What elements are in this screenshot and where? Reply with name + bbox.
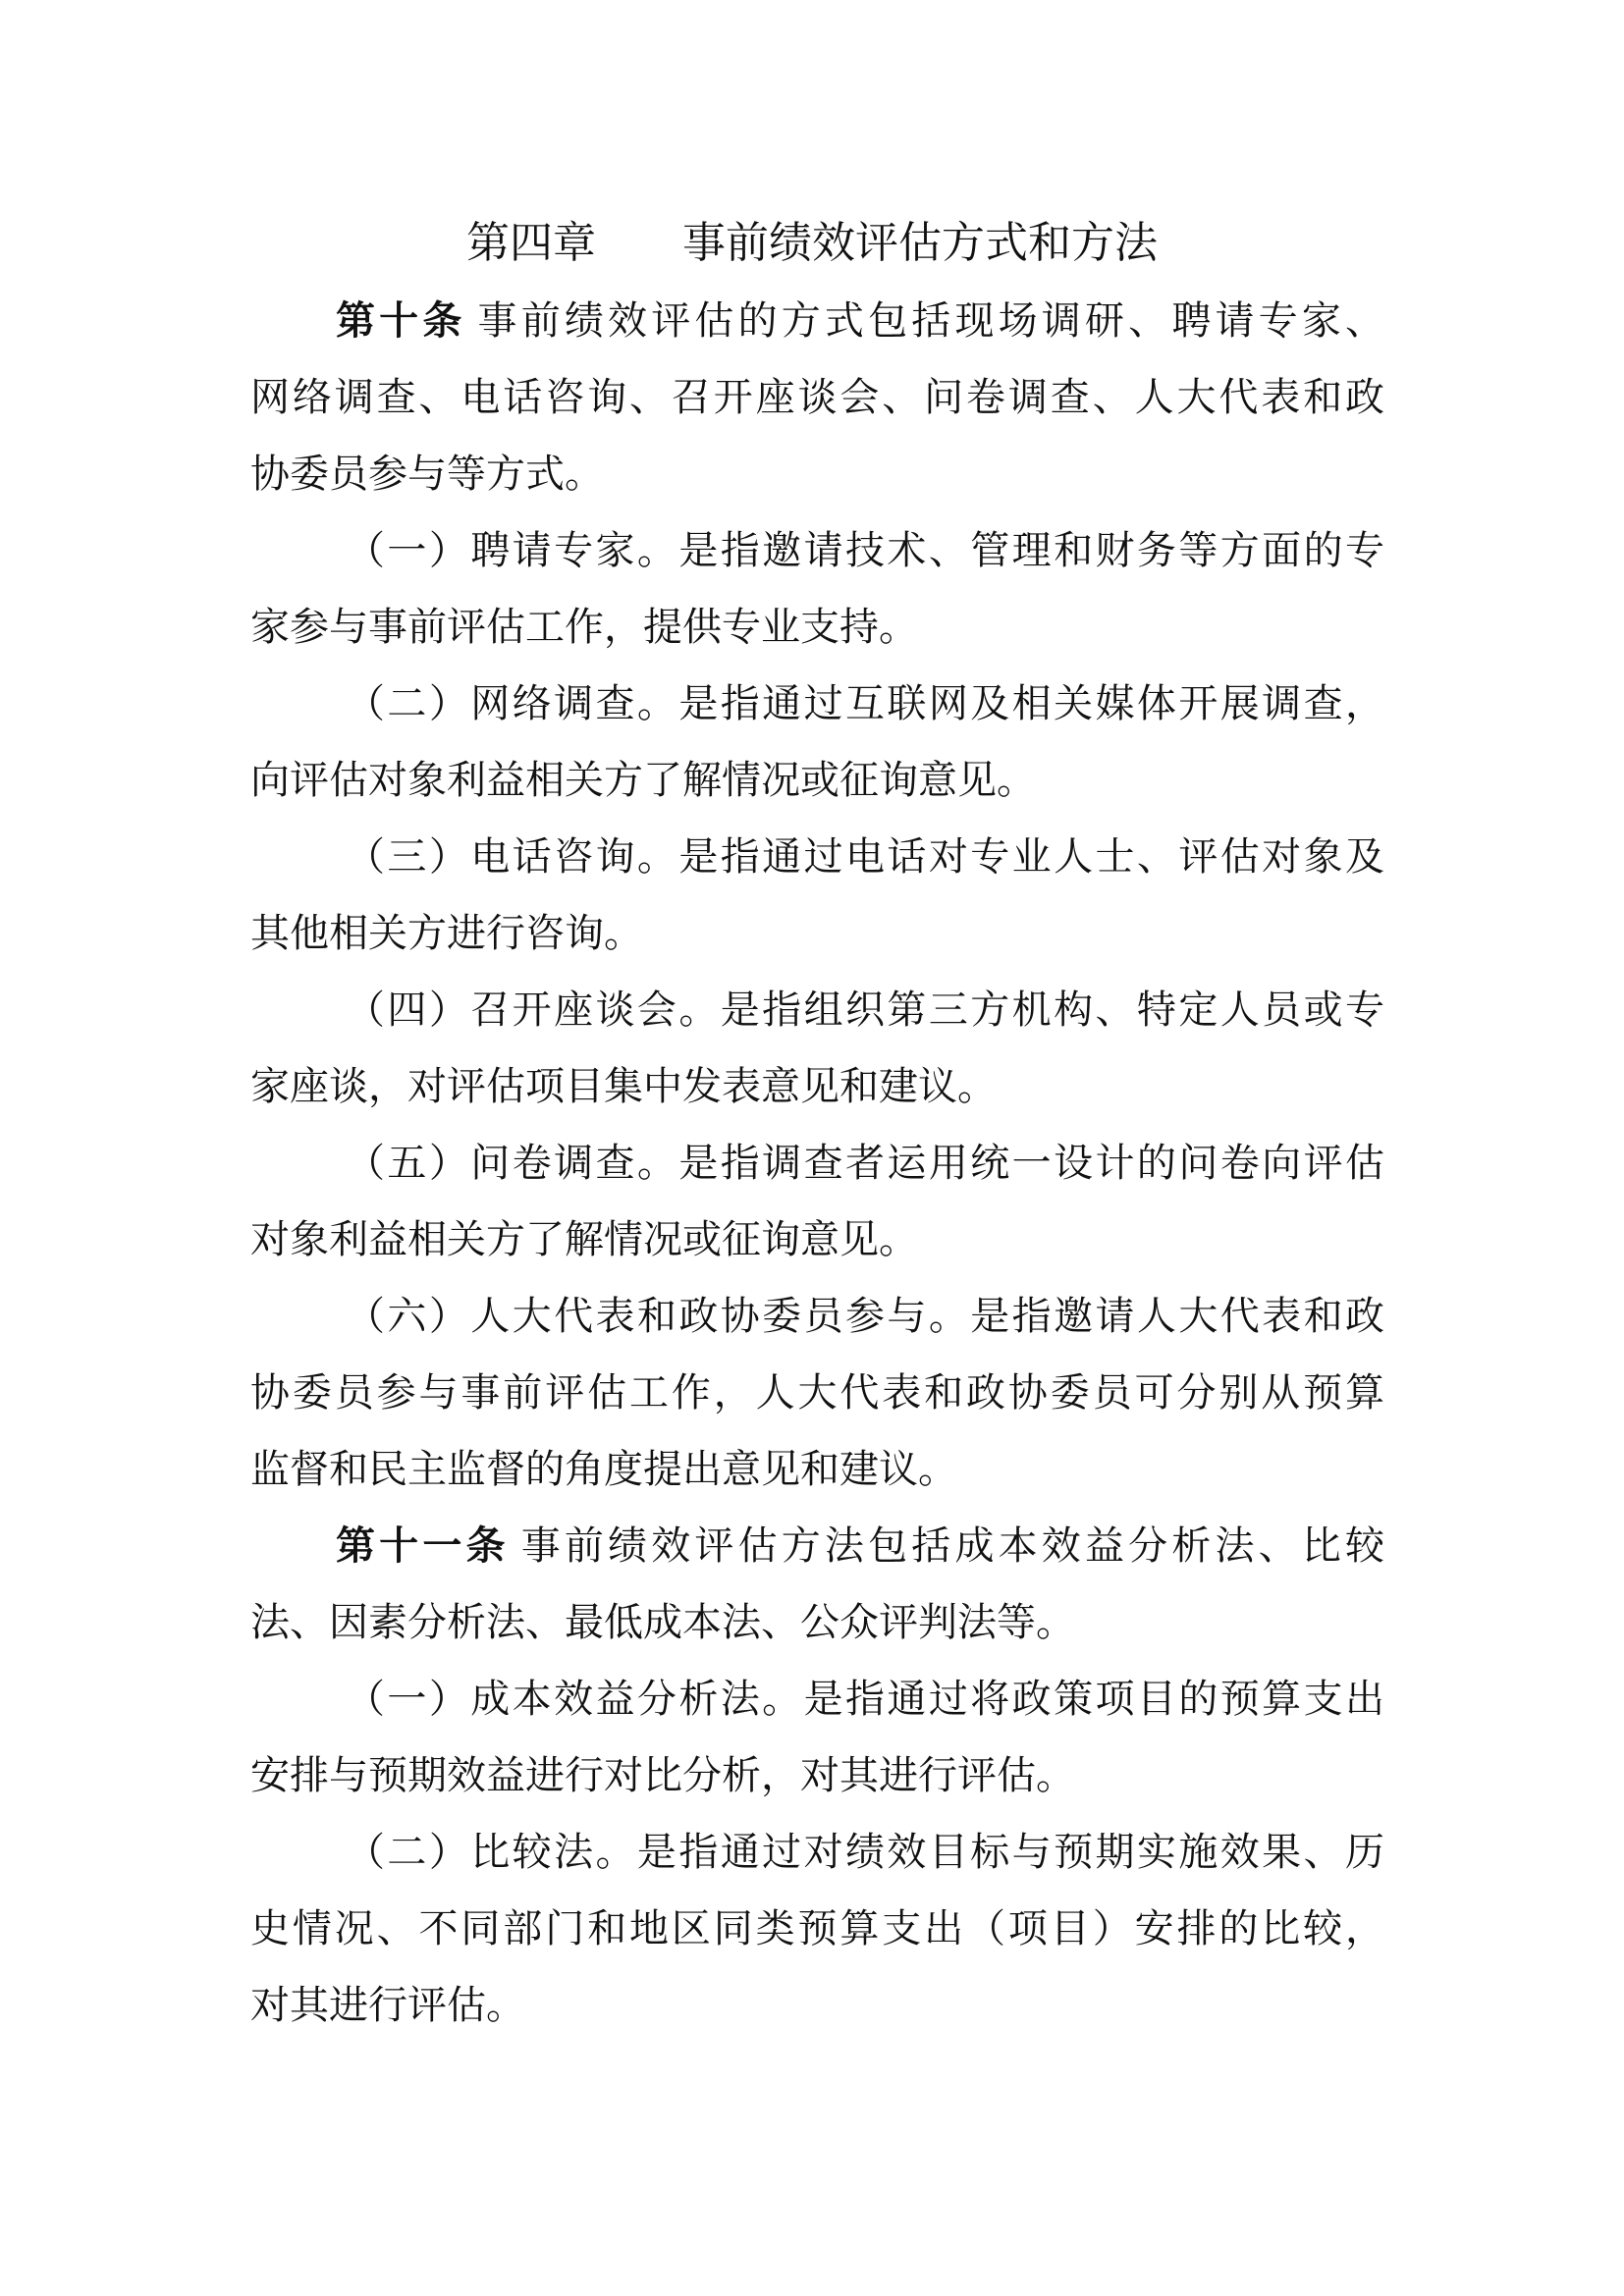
item-line: （一）成本效益分析法。是指通过将政策项目的预算支出 [346, 1677, 1384, 1722]
article-label: 第十一条 [336, 1523, 510, 1569]
item-line: 监督和民主监督的角度提出意见和建议。 [250, 1447, 957, 1492]
item-line: （五）问卷调查。是指调查者运用统一设计的问卷向评估 [346, 1141, 1384, 1186]
article-10-line: 第十条 事前绩效评估的方式包括现场调研、聘请专家、 [336, 298, 1385, 344]
item-line: 其他相关方进行咨询。 [250, 911, 643, 956]
chapter-heading: 事前绩效评估方式和方法 [682, 218, 1158, 268]
item-line: 家座谈，对评估项目集中发表意见和建议。 [250, 1064, 997, 1109]
item-line: 家参与事前评估工作，提供专业支持。 [250, 605, 918, 650]
item-line: （四）召开座谈会。是指组织第三方机构、特定人员或专 [346, 988, 1384, 1033]
item-line: （二）网络调查。是指通过互联网及相关媒体开展调查， [346, 681, 1384, 726]
item-line: 协委员参与事前评估工作，人大代表和政协委员可分别从预算 [250, 1370, 1384, 1415]
item-line: 对其进行评估。 [250, 1983, 525, 2028]
article-10-line: 网络调查、电话咨询、召开座谈会、问卷调查、人大代表和政 [250, 375, 1384, 420]
item-line: （一）聘请专家。是指邀请技术、管理和财务等方面的专 [346, 528, 1384, 573]
item-line: 向评估对象利益相关方了解情况或征询意见。 [250, 758, 1036, 803]
chapter-title [0, 208, 1624, 279]
item-line: 对象利益相关方了解情况或征询意见。 [250, 1217, 918, 1262]
item-line: （六）人大代表和政协委员参与。是指邀请人大代表和政 [346, 1294, 1384, 1339]
item-line: 安排与预期效益进行对比分析，对其进行评估。 [250, 1753, 1075, 1798]
item-line: （二）比较法。是指通过对绩效目标与预期实施效果、历 [346, 1830, 1384, 1875]
item-line: 史情况、不同部门和地区同类预算支出（项目）安排的比较， [250, 1906, 1384, 1951]
item-line: （三）电话咨询。是指通过电话对专业人士、评估对象及 [346, 834, 1384, 880]
article-10-line: 协委员参与等方式。 [250, 452, 604, 497]
article-label: 第十条 [336, 298, 466, 344]
chapter-number: 第四章 [466, 218, 596, 268]
article-11-line: 第十一条 事前绩效评估方法包括成本效益分析法、比较 [336, 1523, 1385, 1569]
article-11-line: 法、因素分析法、最低成本法、公众评判法等。 [250, 1600, 1075, 1645]
